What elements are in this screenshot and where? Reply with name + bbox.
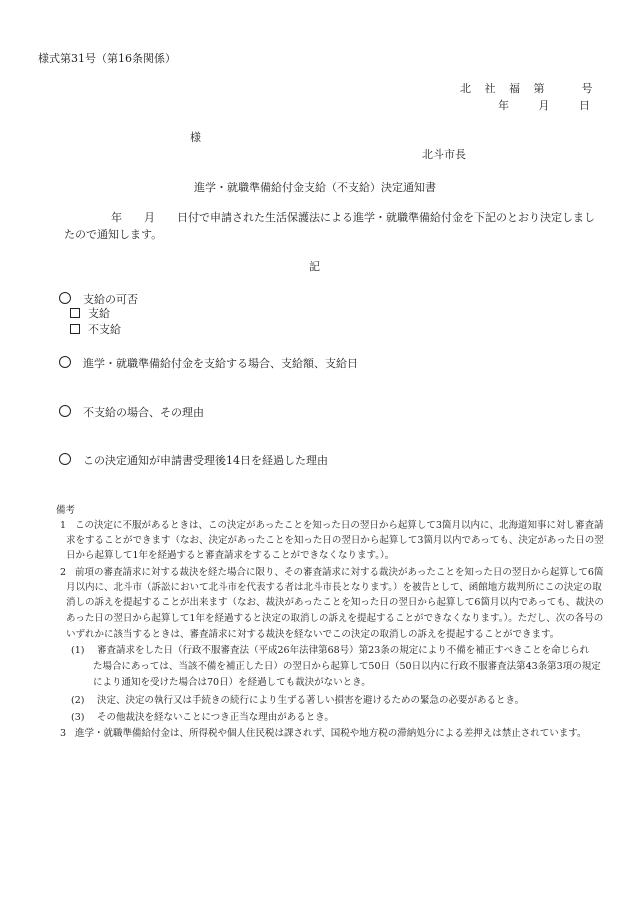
option-pay[interactable] bbox=[70, 307, 110, 320]
decision-item bbox=[59, 292, 138, 306]
pay-case-item bbox=[59, 356, 358, 370]
document-title: 進学・就職準備給付金支給（不支給）決定通知書 bbox=[194, 181, 436, 194]
sub-2-line1: 決定、決定の執行又は手続きの続行により生ずる著しい損害を避けるための緊急の必要があるとき。 bbox=[97, 695, 525, 706]
note-2-line3: 消しの訴えを提起することが出来ます（なお、裁決があったことを知った日の翌日から起算して6箇月以内であっても、裁決の bbox=[66, 597, 604, 608]
option-nopay[interactable] bbox=[70, 323, 121, 336]
note-1-line3: 日から起算して1年を経過すると審査請求をすることができなくなります。）。 bbox=[66, 550, 395, 561]
circle-bullet-icon bbox=[59, 453, 71, 465]
delay-reason-item bbox=[59, 453, 328, 467]
sub-1-number: (1) bbox=[71, 645, 85, 656]
sub-3-line1: その他裁決を経ないことにつき正当な理由があるとき。 bbox=[97, 712, 334, 723]
pay-checkbox[interactable] bbox=[70, 308, 80, 318]
decision-label: 支給の可否 bbox=[83, 293, 138, 306]
document-number: 北 社 福 第 号 bbox=[460, 82, 598, 95]
issuer-name: 北斗市長 bbox=[422, 148, 466, 161]
nopay-reason-item bbox=[59, 405, 204, 419]
pay-case-label: 進学・就職準備給付金を支給する場合、支給額、支給日 bbox=[83, 357, 358, 370]
notes-heading: 備考 bbox=[56, 505, 76, 516]
note-1-line1: この決定に不服があるときは、この決定があったことを知った日の翌日から起算して3箇月以内に、北海道知事に対し審査請 bbox=[75, 520, 604, 531]
circle-bullet-icon bbox=[59, 405, 71, 417]
nopay-reason-label: 不支給の場合、その理由 bbox=[83, 406, 204, 419]
nopay-checkbox[interactable] bbox=[70, 324, 80, 334]
option-nopay-label: 不支給 bbox=[88, 323, 121, 336]
circle-bullet-icon bbox=[59, 292, 71, 304]
note-2-line4: あった日の翌日から起算して1年を経過すると決定の取消しの訴えを提起することができなくなります。）。ただし、次の各号の bbox=[66, 613, 604, 624]
note-2-line2: 月以内に、北斗市（訴訟において北斗市を代表する者は北斗市長となります。）を被告として、函館地方裁判所にこの決定の取 bbox=[66, 582, 602, 593]
note-3-number: 3 bbox=[60, 728, 67, 739]
sub-1-line1: 審査請求をした日（行政不服審査法（平成26年法律第68号）第23条の規定により不備を補正すべきことを命じられ bbox=[97, 645, 590, 656]
note-2-number: 2 bbox=[60, 567, 67, 578]
issue-date: 年 月 日 bbox=[498, 99, 595, 112]
sub-1-line3: により通知を受けた場合は70日）を経過しても裁決がないとき。 bbox=[93, 677, 371, 688]
body-text-line2: たので通知します。 bbox=[64, 228, 163, 241]
recipient-honorific: 様 bbox=[190, 131, 201, 144]
note-2-line1: 前項の審査請求に対する裁決を経た場合に限り、その審査請求に対する裁決があったことを知った日の翌日から起算して6箇 bbox=[75, 567, 604, 578]
sub-2-number: (2) bbox=[71, 695, 85, 706]
delay-reason-label: この決定通知が申請書受理後14日を経過した理由 bbox=[83, 454, 328, 467]
circle-bullet-icon bbox=[59, 356, 71, 368]
option-pay-label: 支給 bbox=[88, 307, 110, 320]
note-1-number: 1 bbox=[60, 520, 67, 531]
body-text-line1: 年 月 日付で申請された生活保護法による進学・就職準備給付金を下記のとおり決定しまし bbox=[111, 211, 595, 224]
form-number: 様式第31号（第16条関係） bbox=[38, 52, 176, 65]
note-3-line1: 進学・就職準備給付金は、所得税や個人住民税は課されず、国税や地方税の滞納処分による差押えは禁止されています。 bbox=[75, 728, 587, 739]
ki-heading: 記 bbox=[309, 260, 320, 273]
sub-3-number: (3) bbox=[71, 712, 85, 723]
note-2-line5: いずれかに該当するときは、審査請求に対する裁決を経ないでこの決定の取消しの訴えを提起することができます。 bbox=[66, 629, 560, 640]
sub-1-line2: た場合にあっては、当該不備を補正した日）の翌日から起算して50日（50日以内に行政不服審査法第43条第3項の規定 bbox=[93, 661, 601, 672]
note-1-line2: 求をすることができます（なお、決定があったことを知った日の翌日から起算して3箇月以内であっても、決定があった日の翌 bbox=[66, 535, 604, 546]
